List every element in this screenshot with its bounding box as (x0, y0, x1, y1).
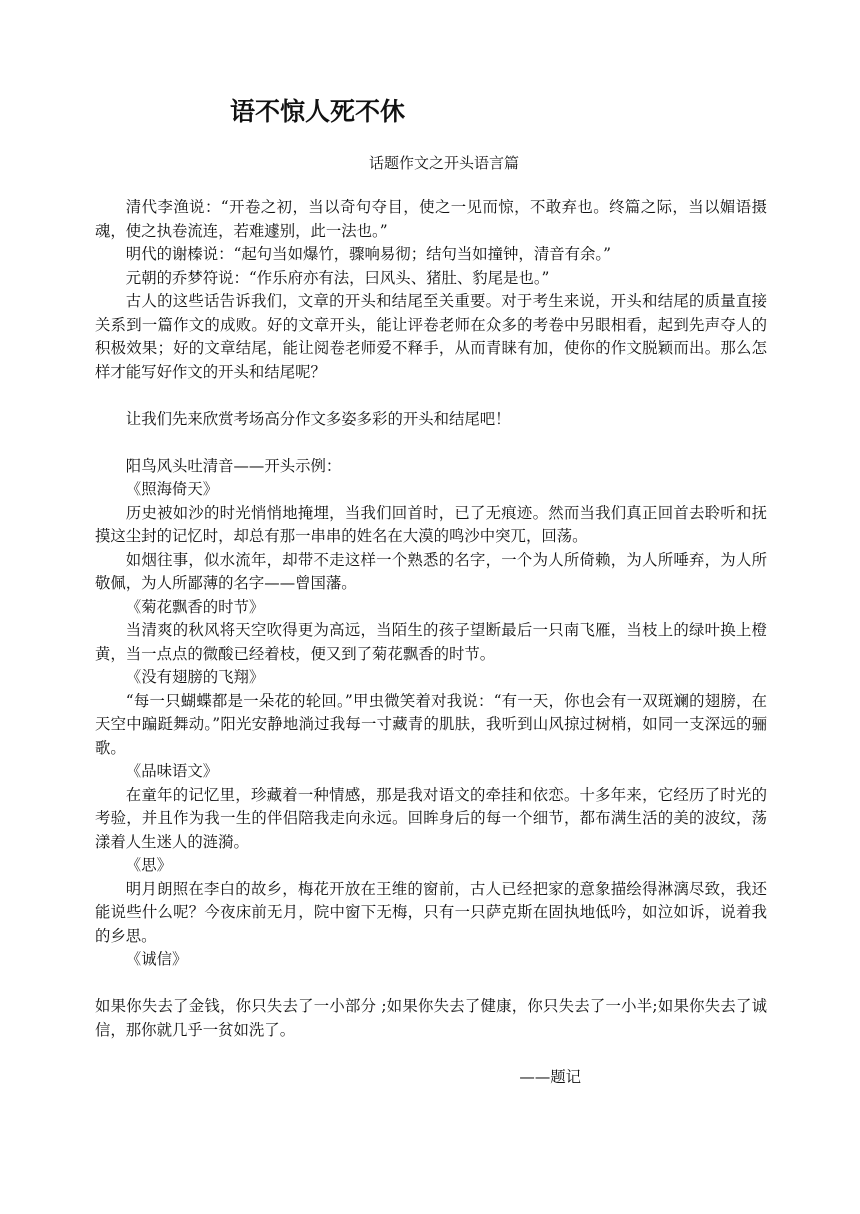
example-title: 《思》 (125, 856, 172, 874)
example-title: 《品味语文》 (125, 762, 219, 780)
document-subtitle: 话题作文之开头语言篇 (368, 154, 519, 172)
paragraph: 明月朗照在李白的故乡，梅花开放在王维的窗前，古人已经把家的意象描绘得淋漓尽致，我还能说些什么呢？今夜床前无月，院中窗下无梅，只有一只萨克斯在固执地低吟，如泣如诉，说着我的乡思。 (95, 879, 767, 945)
paragraph: 明代的谢榛说：“起句当如爆竹，骤响易彻；结句当如撞钟，清音有余。” (125, 245, 611, 263)
paragraph: 历史被如沙的时光悄悄地掩埋，当我们回首时，已了无痕迹。然而当我们真正回首去聆听和抚摸这尘封的记忆时，却总有那一串串的姓名在大漠的鸣沙中突兀，回荡。 (95, 503, 767, 545)
spacer (95, 384, 767, 408)
paragraph: 在童年的记忆里，珍藏着一种情感，那是我对语文的牵挂和依恋。十多年来，它经历了时光的考验，并且作为我一生的伴侣陪我走向永远。回眸身后的每一个细节，都布满生活的美的波纹，荡漾着人生迷人的涟漪。 (95, 785, 767, 851)
spacer (95, 972, 767, 996)
document-title: 语不惊人死不休 (230, 97, 406, 126)
paragraph: “每一只蝴蝶都是一朵花的轮回。”甲虫微笑着对我说：“有一天，你也会有一双斑斓的翅膀，在天空中蹁跹舞动。”阳光安静地淌过我每一寸藏青的肌肤，我听到山风掠过树梢，如同一支深远的骊歌。 (95, 691, 767, 757)
paragraph: 清代李渔说：“开卷之初，当以奇句夺目，使之一见而惊，不敢弃也。终篇之际，当以媚语摄魂，使之执卷流连，若难遽别，此一法也。” (95, 198, 767, 240)
paragraph: 如烟往事，似水流年，却带不走这样一个熟悉的名字，一个为人所倚赖，为人所唾弃，为人所敬佩，为人所鄙薄的名字——曾国藩。 (95, 550, 767, 592)
example-title: 《诚信》 (125, 950, 188, 968)
paragraph: 元朝的乔梦符说：“作乐府亦有法，曰风头、猪肚、豹尾是也。” (125, 268, 550, 287)
example-title: 《没有翅膀的飞翔》 (125, 668, 265, 686)
document-body (95, 196, 767, 1089)
example-title: 《照海倚天》 (125, 480, 219, 498)
paragraph: 让我们先来欣赏考场高分作文多姿多彩的开头和结尾吧！ (125, 409, 511, 428)
paragraph: 当清爽的秋风将天空吹得更为高远，当陌生的孩子望断最后一只南飞雁，当枝上的绿叶换上橙黄，当一点点的微酸已经着枝，便又到了菊花飘香的时节。 (95, 621, 767, 663)
spacer (95, 431, 767, 455)
spacer (95, 1042, 767, 1066)
section-heading: 阳鸟风头吐清音——开头示例： (125, 456, 342, 475)
epigraph-attribution: ——题记 (519, 1067, 581, 1086)
epigraph: 如果你失去了金钱，你只失去了一小部分 ;如果你失去了健康，你只失去了一小半;如果你失去了诚信，那你就几乎一贫如洗了。 (95, 997, 767, 1039)
example-title: 《菊花飘香的时节》 (125, 597, 265, 616)
paragraph: 古人的这些话告诉我们，文章的开头和结尾至关重要。对于考生来说，开头和结尾的质量直接关系到一篇作文的成败。好的文章开头，能让评卷老师在众多的考卷中另眼相看，起到先声夺人的积极效果；好的文章结尾，能让阅卷老师爱不释手，从而青睐有加，使你的作文脱颖而出。那么怎样才能写好作文的开头和结尾呢？ (95, 292, 767, 381)
